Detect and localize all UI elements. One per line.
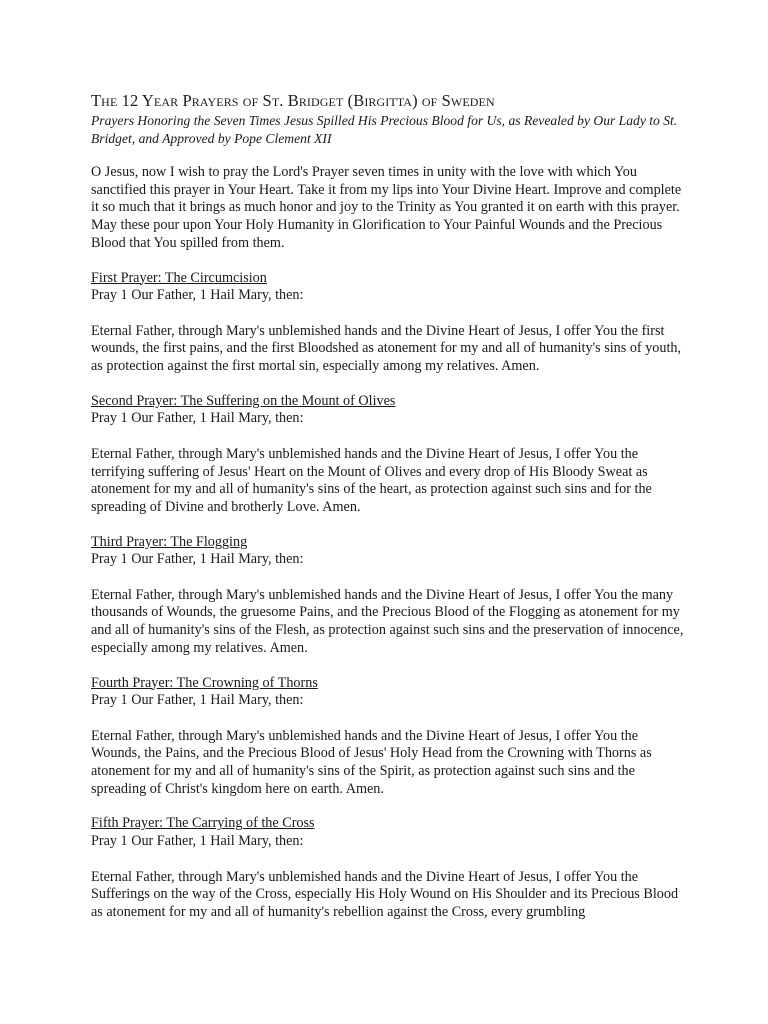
prayer-section-4: [91, 675, 691, 799]
prayer-section-1: [91, 270, 691, 376]
prayer-text: Eternal Father, through Mary's unblemished hands and the Divine Heart of Jesus, I offer You the many thousands of Wounds, the gruesome Pains, and the Precious Blood of the Flogging as atonement for my and all of humanity's sins of the Flesh, as protection against such sins and the preservation of innocence, especially among my relatives. Amen.: [91, 586, 684, 656]
document-subtitle: Prayers Honoring the Seven Times Jesus Spilled His Precious Blood for Us, as Revealed by Our Lady to St. Bridget, and Approved by Pope Clement XII: [91, 113, 678, 146]
prayer-instruction: Pray 1 Our Father, 1 Hail Mary, then:: [91, 692, 304, 709]
prayer-text: Eternal Father, through Mary's unblemished hands and the Divine Heart of Jesus, I offer You the first wounds, the first pains, and the first Bloodshed as atonement for my and all of humanity's sins of youth, as protection against the first mortal sin, especially among my relatives. Amen.: [91, 322, 682, 375]
document-page: [91, 90, 691, 939]
document-title: The 12 Year Prayers of St. Bridget (Birgitta) of Sweden: [91, 91, 495, 110]
prayer-section-3: [91, 534, 691, 658]
prayer-heading: Fourth Prayer: The Crowning of Thorns: [91, 674, 318, 691]
prayer-heading: First Prayer: The Circumcision: [91, 269, 267, 286]
prayer-instruction: Pray 1 Our Father, 1 Hail Mary, then:: [91, 833, 304, 850]
prayer-text: Eternal Father, through Mary's unblemished hands and the Divine Heart of Jesus, I offer You the Wounds, the Pains, and the Precious Blood of Jesus' Holy Head from the Crowning with Thorns as atonement for my and all of humanity's sins of the Spirit, as protection against such sins and the spreading of Christ's kingdom here on earth. Amen.: [91, 727, 652, 797]
prayer-text: Eternal Father, through Mary's unblemished hands and the Divine Heart of Jesus, I offer You the terrifying suffering of Jesus' Heart on the Mount of Olives and every drop of His Bloody Sweat as atonement for my and all of humanity's sins of the heart, as protection against such sins and for the spreading of Divine and brotherly Love. Amen.: [91, 445, 652, 515]
prayer-instruction: Pray 1 Our Father, 1 Hail Mary, then:: [91, 287, 304, 304]
prayer-instruction: Pray 1 Our Father, 1 Hail Mary, then:: [91, 410, 304, 427]
prayer-heading: Fifth Prayer: The Carrying of the Cross: [91, 815, 315, 832]
prayer-text: Eternal Father, through Mary's unblemished hands and the Divine Heart of Jesus, I offer You the Sufferings on the way of the Cross, especially His Holy Wound on His Shoulder and its Precious Blood as atonement for my and all of humanity's rebellion against the Cross, every grumbling: [91, 868, 679, 920]
prayer-heading: Second Prayer: The Suffering on the Mount of Olives: [91, 392, 396, 409]
prayer-instruction: Pray 1 Our Father, 1 Hail Mary, then:: [91, 551, 304, 568]
prayer-heading: Third Prayer: The Flogging: [91, 533, 248, 550]
intro-paragraph: O Jesus, now I wish to pray the Lord's Prayer seven times in unity with the love with which You sanctified this prayer in Your Heart. Take it from my lips into Your Divine Heart. Improve and complete it so much that it brings as much honor and joy to the Trinity as You granted it on earth with this prayer. May these pour upon Your Holy Humanity in Glorification to Your Painful Wounds and the Precious Blood that You spilled from them.: [91, 164, 682, 251]
prayer-section-5: [91, 815, 691, 921]
prayer-section-2: [91, 393, 691, 517]
